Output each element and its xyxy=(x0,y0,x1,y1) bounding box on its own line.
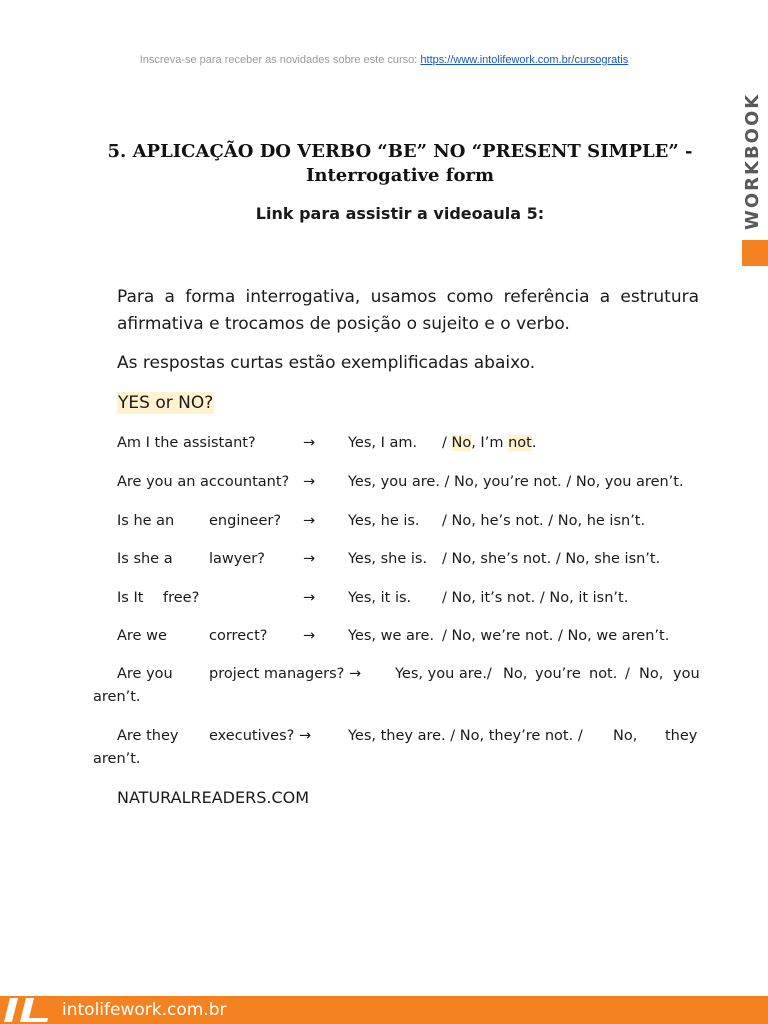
example-row xyxy=(117,548,699,570)
question-subject: Are you xyxy=(117,666,173,682)
question-complement: correct? xyxy=(209,628,268,644)
answer-yes: Yes, it is. xyxy=(348,590,412,606)
title-line-1: 5. APLICAÇÃO DO VERBO “BE” NO “PRESENT SIMPLE” - xyxy=(107,141,693,162)
top-note-text: Inscreva-se para receber as novidades sobre este curso: xyxy=(139,54,421,66)
example-row xyxy=(117,510,699,532)
slash: / xyxy=(442,435,452,451)
answer-yes: Yes, he is. xyxy=(348,513,420,529)
example-row xyxy=(117,432,699,454)
answer-word: No, xyxy=(503,666,528,682)
question-complement: project managers? → xyxy=(209,666,362,682)
arrow-icon: → xyxy=(303,435,316,451)
course-link[interactable]: https://www.intolifework.com.br/cursogratis xyxy=(420,54,629,66)
period: . xyxy=(531,435,537,451)
short-answers-paragraph: As respostas curtas estão exemplificadas abaixo. xyxy=(117,353,536,373)
question-subject: Are they xyxy=(117,728,179,744)
answer-no: / No, she’s not. / No, she isn’t. xyxy=(442,551,661,567)
example-row xyxy=(117,471,699,493)
answer xyxy=(348,432,417,454)
answer-continuation: aren’t. xyxy=(93,751,141,767)
footer-site: intolifework.com.br xyxy=(62,1000,227,1020)
answer-word: they xyxy=(665,728,698,744)
answer-im: , I’m xyxy=(471,435,509,451)
page-title xyxy=(90,140,710,188)
answer-word: No, xyxy=(613,728,638,744)
question-complement: lawyer? xyxy=(209,551,265,567)
arrow-icon: → xyxy=(303,628,316,644)
answer-yes: Yes, you are./ xyxy=(395,666,492,682)
highlight-not: not xyxy=(508,435,532,451)
question-subject: Is he an xyxy=(117,513,175,529)
question-complement: free? xyxy=(163,590,200,606)
question-complement: executives? → xyxy=(209,728,312,744)
answer: Yes, you are. / No, you’re not. / No, you aren’t. xyxy=(348,474,684,490)
title-line-2: Interrogative form xyxy=(305,165,495,186)
example-row xyxy=(117,587,699,609)
workbook-tab xyxy=(740,72,768,268)
intolifework-logo-icon xyxy=(4,998,50,1022)
arrow-icon: → xyxy=(303,474,316,490)
example-row xyxy=(117,625,699,647)
intro-paragraph: Para a forma interrogativa, usamos como referência a estrutura afirmativa e trocamos de posição o sujeito e o verbo. xyxy=(117,287,699,334)
answer-word: you’re xyxy=(535,666,581,682)
footer-bar xyxy=(0,996,768,1024)
arrow-icon: → xyxy=(303,551,316,567)
answer-word: not. xyxy=(589,666,618,682)
answer-no: / No, we’re not. / No, we aren’t. xyxy=(442,628,670,644)
question-subject: Are we xyxy=(117,628,167,644)
yes-or-no-heading: YES or NO? xyxy=(118,393,214,413)
answer-no: / No, it’s not. / No, it isn’t. xyxy=(442,590,629,606)
question-subject: Is she a xyxy=(117,551,173,567)
source-label: NATURALREADERS.COM xyxy=(117,788,310,807)
answer-word: No, xyxy=(639,666,664,682)
example-row-wrapped xyxy=(93,725,699,771)
answer-yes: Yes, she is. xyxy=(348,551,428,567)
arrow-icon: → xyxy=(303,513,316,529)
answer-no: / No, he’s not. / No, he isn’t. xyxy=(442,513,646,529)
question-subject: Is It xyxy=(117,590,144,606)
answer-word: you xyxy=(673,666,700,682)
question: Am I the assistant? xyxy=(117,435,256,451)
answer-word: / xyxy=(625,666,630,682)
answer-no-group xyxy=(442,432,536,454)
question: Are you an accountant? xyxy=(117,474,290,490)
answer-continuation: aren’t. xyxy=(93,689,141,705)
answer-yes: Yes, they are. / No, they’re not. / xyxy=(348,728,583,744)
answer-yes: Yes, I am. xyxy=(348,435,418,451)
answer-yes: Yes, we are. xyxy=(348,628,435,644)
top-note xyxy=(0,54,768,66)
highlight-no: No xyxy=(451,435,472,451)
arrow-icon: → xyxy=(303,590,316,606)
question-complement: engineer? xyxy=(209,513,282,529)
workbook-accent-block xyxy=(742,240,768,266)
video-link-heading: Link para assistir a videoaula 5: xyxy=(255,204,545,223)
example-row-wrapped xyxy=(93,663,699,709)
workbook-label: WORKBOOK xyxy=(742,92,763,230)
